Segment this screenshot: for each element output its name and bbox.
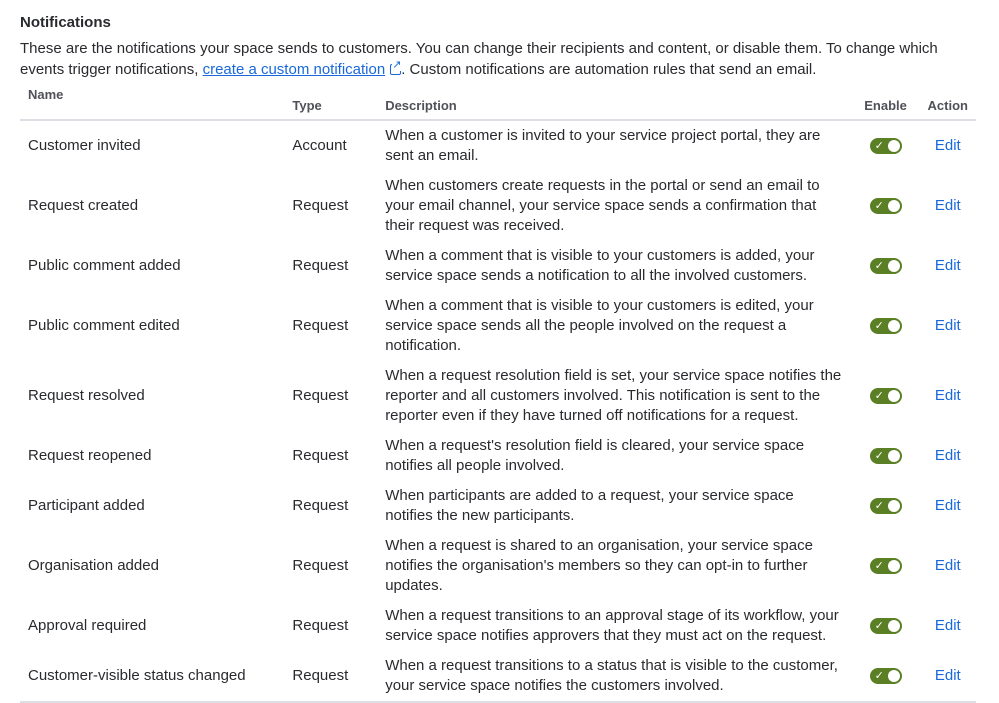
enable-cell [852, 241, 920, 291]
check-icon: ✓ [874, 560, 884, 573]
intro-text-start: These are the notifications your space sends to customers. You can change their recipients and content, or disable them. To change which events trigger notifications, [20, 40, 938, 78]
notification-description: When a request's resolution field is cleared, your service space notifies all people involved. [385, 437, 805, 474]
enable-cell [852, 120, 920, 171]
check-icon: ✓ [874, 620, 884, 633]
action-cell [920, 291, 976, 361]
action-cell [920, 651, 976, 702]
notification-name: Participant added [28, 497, 145, 514]
action-cell [920, 361, 976, 431]
notification-description: When a request transitions to a status that is visible to the customer, your service space notifies the customers involved. [377, 651, 851, 702]
action-cell [920, 481, 976, 531]
external-link-icon [390, 64, 401, 75]
action-cell [920, 431, 976, 481]
table-row [20, 361, 976, 431]
create-custom-notification-link[interactable]: create a custom notification [202, 61, 386, 78]
table-row [20, 651, 976, 702]
notification-type: Request [292, 617, 349, 634]
table-row [20, 120, 976, 171]
edit-button[interactable]: Edit [934, 617, 961, 634]
notifications-section [20, 12, 976, 703]
notification-description: When a comment that is visible to your customers is edited, your service space sends all the people involved on the request a notification. [385, 297, 814, 354]
check-icon: ✓ [874, 670, 884, 683]
notification-type: Request [292, 317, 349, 334]
check-icon: ✓ [874, 260, 884, 273]
toggle-knob [888, 670, 900, 682]
notification-description: When a request is shared to an organisation, your service space notifies the organisation's members so they can opt-in to further updates. [385, 537, 813, 594]
notification-type: Account [292, 137, 347, 154]
check-icon: ✓ [874, 140, 884, 153]
notification-name: Request created [28, 197, 139, 214]
notification-type: Request [292, 387, 349, 404]
check-icon: ✓ [874, 200, 884, 213]
header-description: Description [377, 85, 851, 120]
enable-toggle[interactable] [870, 318, 902, 334]
enable-toggle[interactable] [870, 498, 902, 514]
notification-type: Request [292, 497, 349, 514]
notification-type: Request [292, 447, 349, 464]
toggle-knob [888, 500, 900, 512]
edit-button[interactable]: Edit [934, 557, 961, 574]
table-row [20, 171, 976, 241]
table-row [20, 291, 976, 361]
edit-button[interactable]: Edit [934, 387, 961, 404]
table-row [20, 481, 976, 531]
header-type: Type [284, 85, 377, 120]
notification-name: Public comment added [28, 257, 181, 274]
notification-name: Request resolved [28, 387, 145, 404]
intro-text-end: . Custom notifications are automation rules that send an email. [401, 61, 817, 78]
notifications-table [20, 85, 976, 703]
edit-button[interactable]: Edit [934, 137, 961, 154]
check-icon: ✓ [874, 500, 884, 513]
edit-button[interactable]: Edit [934, 667, 961, 684]
edit-button[interactable]: Edit [934, 197, 961, 214]
page-title: Notifications [20, 14, 111, 31]
enable-cell [852, 481, 920, 531]
header-action: Action [920, 85, 976, 120]
notification-description: When a request resolution field is set, your service space notifies the reporter and all customers involved. This notification is sent to the reporter even if they have turned off notifications for a request. [385, 367, 842, 424]
notification-type: Request [292, 557, 349, 574]
enable-toggle[interactable] [870, 388, 902, 404]
action-cell [920, 531, 976, 601]
notification-name: Customer invited [28, 137, 141, 154]
toggle-knob [888, 320, 900, 332]
action-cell [920, 241, 976, 291]
check-icon: ✓ [874, 450, 884, 463]
enable-toggle[interactable] [870, 618, 902, 634]
action-cell [920, 120, 976, 171]
table-row [20, 531, 976, 601]
notification-type: Request [292, 197, 349, 214]
edit-button[interactable]: Edit [934, 447, 961, 464]
check-icon: ✓ [874, 390, 884, 403]
enable-toggle[interactable] [870, 138, 902, 154]
table-row [20, 241, 976, 291]
enable-toggle[interactable] [870, 258, 902, 274]
notification-name: Request reopened [28, 447, 152, 464]
toggle-knob [888, 200, 900, 212]
notification-description: When customers create requests in the portal or send an email to your email channel, your service space sends a confirmation that their request was received. [385, 177, 820, 234]
notification-name: Public comment edited [28, 317, 180, 334]
enable-toggle[interactable] [870, 668, 902, 684]
enable-toggle[interactable] [870, 558, 902, 574]
notification-description: When a customer is invited to your service project portal, they are sent an email. [385, 127, 821, 164]
enable-toggle[interactable] [870, 198, 902, 214]
toggle-knob [888, 260, 900, 272]
notification-description: When a comment that is visible to your customers is added, your service space sends a notification to all the involved customers. [385, 247, 815, 284]
toggle-knob [888, 140, 900, 152]
toggle-knob [888, 620, 900, 632]
toggle-knob [888, 450, 900, 462]
header-name: Name [20, 85, 284, 120]
notification-type: Request [284, 651, 377, 702]
check-icon: ✓ [874, 320, 884, 333]
enable-cell [852, 531, 920, 601]
enable-toggle[interactable] [870, 448, 902, 464]
notification-name: Customer-visible status changed [20, 651, 284, 702]
enable-cell [852, 171, 920, 241]
notification-description: When a request transitions to an approval stage of its workflow, your service space notifies approvers that they must act on the request. [385, 607, 839, 644]
toggle-knob [888, 560, 900, 572]
edit-button[interactable]: Edit [934, 317, 961, 334]
notification-name: Organisation added [28, 557, 159, 574]
action-cell [920, 171, 976, 241]
intro-text [20, 38, 976, 80]
notification-type: Request [292, 257, 349, 274]
toggle-knob [888, 390, 900, 402]
action-cell [920, 601, 976, 651]
notification-name: Approval required [28, 617, 147, 634]
table-row [20, 431, 976, 481]
edit-button[interactable]: Edit [934, 257, 961, 274]
table-row [20, 601, 976, 651]
enable-cell [852, 601, 920, 651]
enable-cell [852, 431, 920, 481]
enable-cell [852, 651, 920, 702]
header-enable: Enable [852, 85, 920, 120]
enable-cell [852, 291, 920, 361]
edit-button[interactable]: Edit [934, 497, 961, 514]
enable-cell [852, 361, 920, 431]
notification-description: When participants are added to a request, your service space notifies the new participants. [385, 487, 794, 524]
